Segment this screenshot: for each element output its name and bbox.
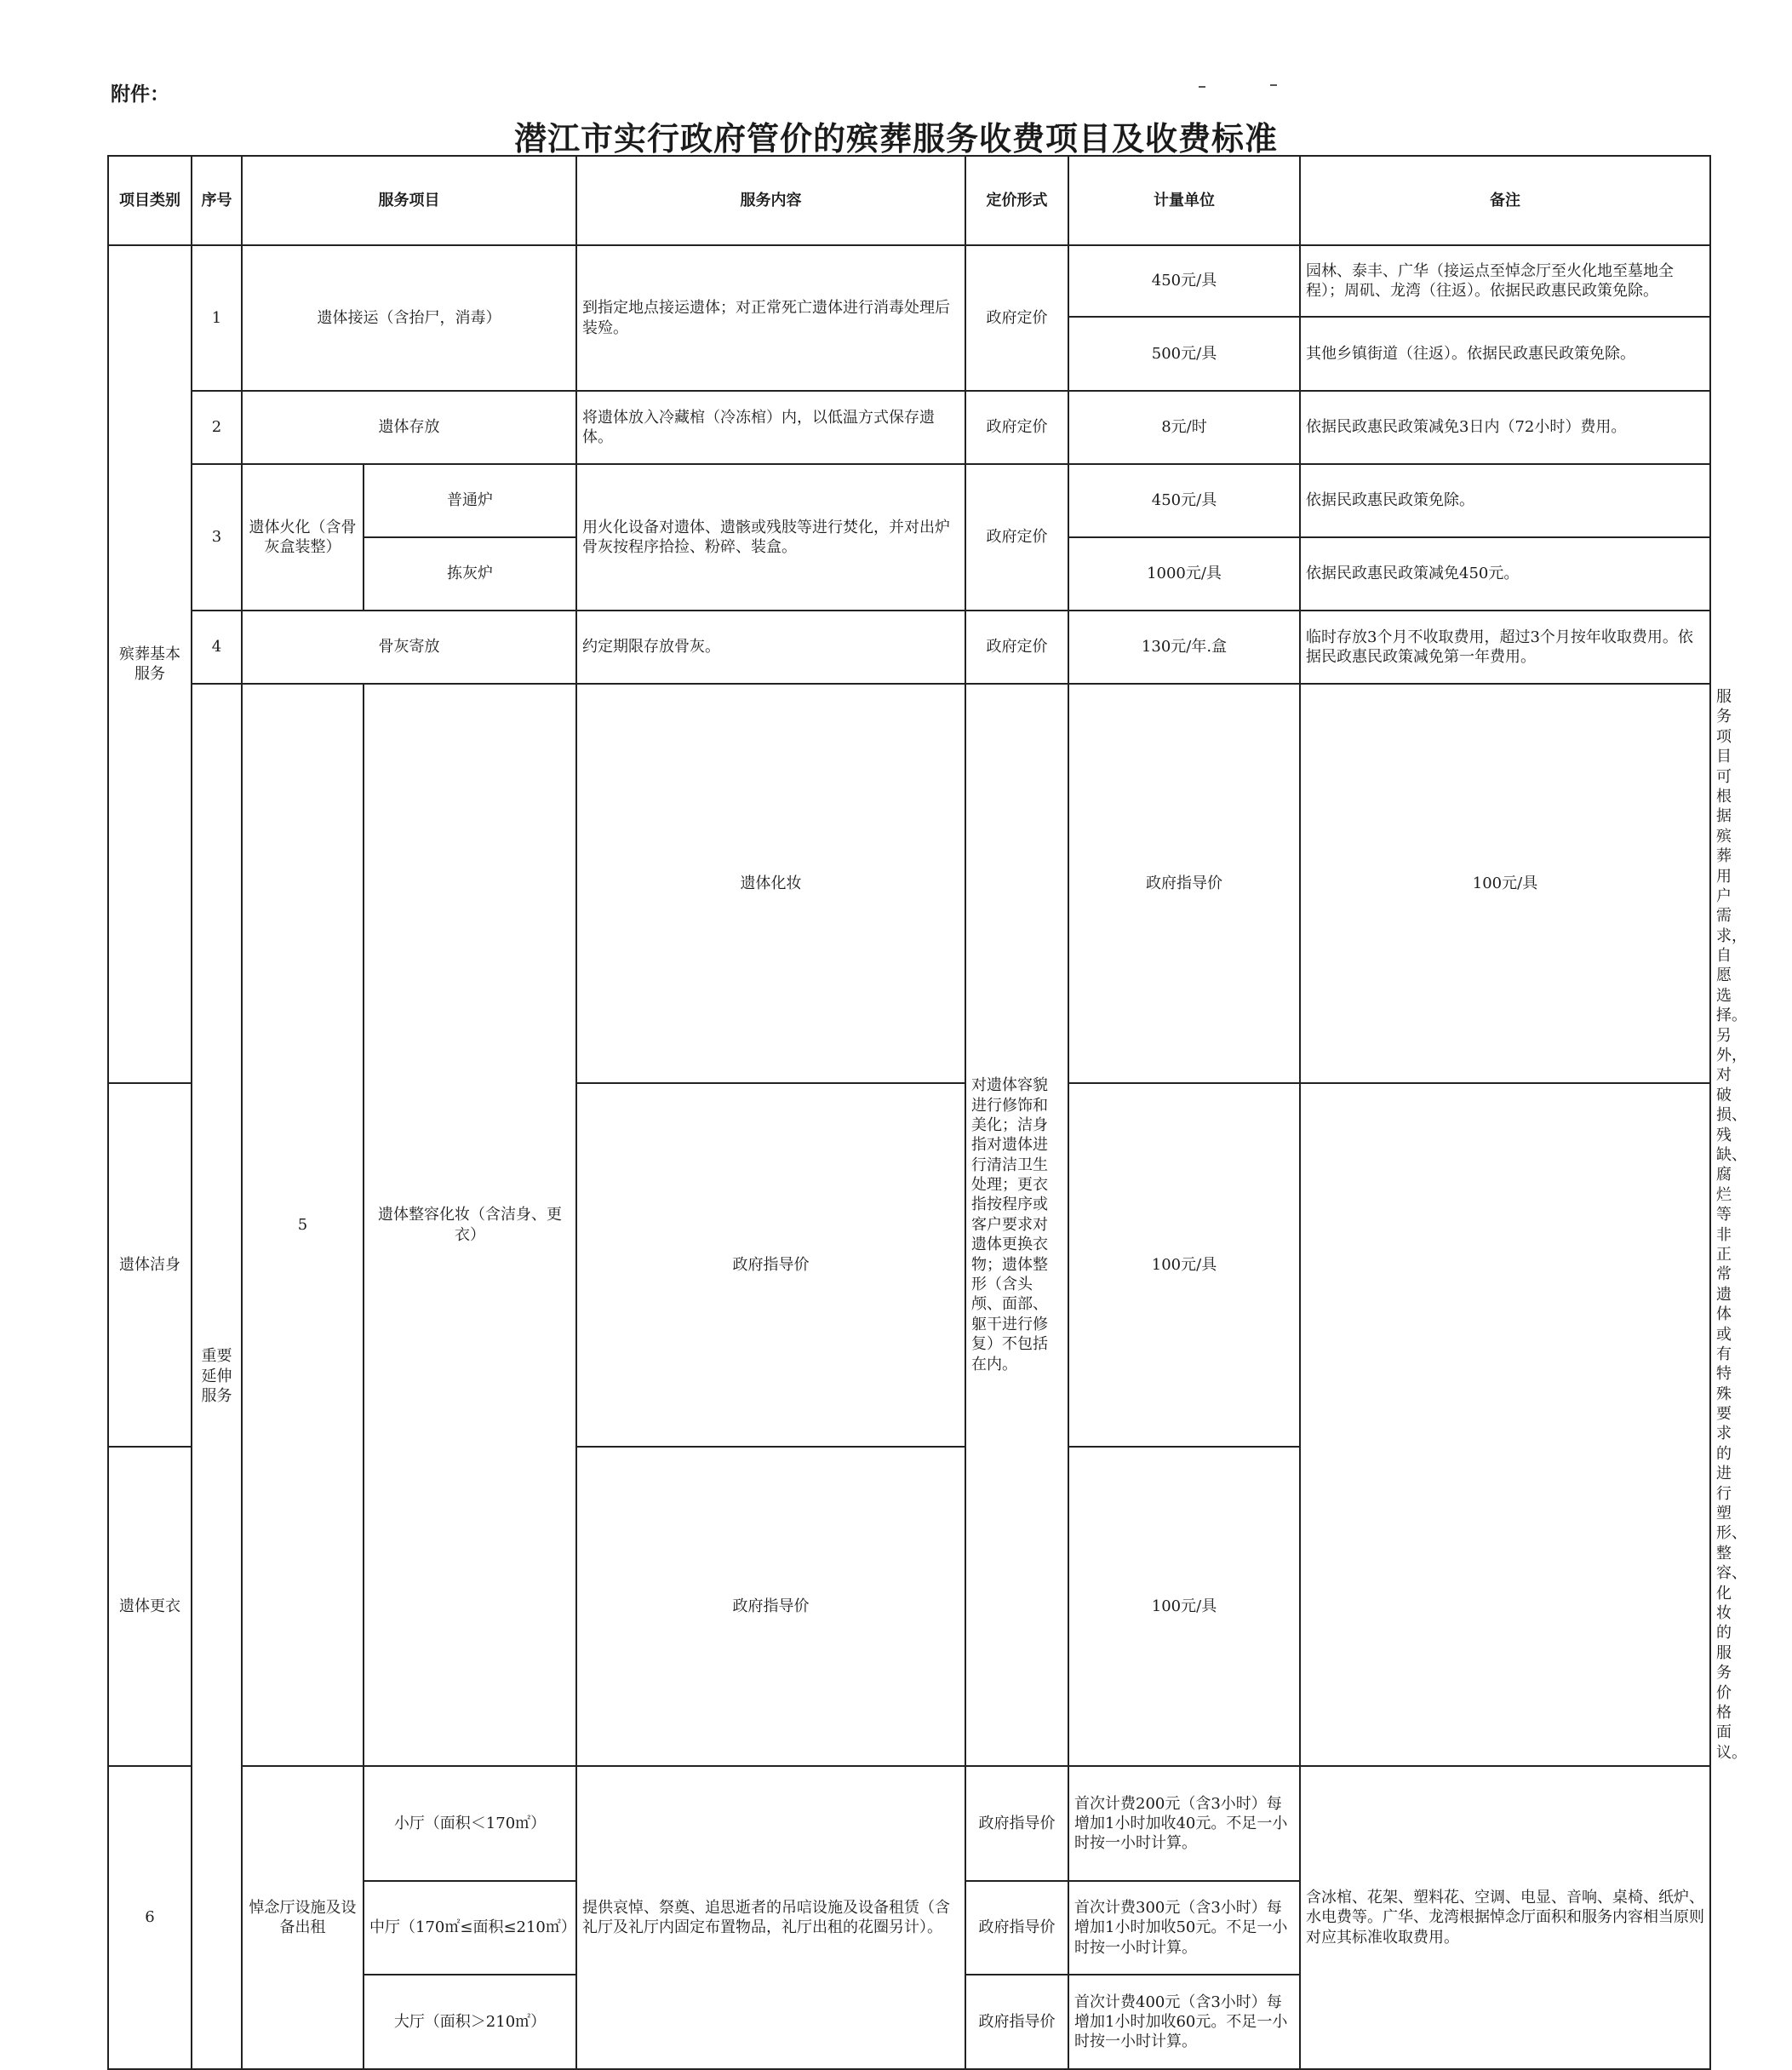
row-subitem: 普通炉 (364, 464, 576, 537)
category-basic: 殡葬基本服务 (108, 245, 192, 1083)
fee-table (107, 155, 1747, 2070)
row-remark: 其他乡镇街道（往返）。依据民政惠民政策免除。 (1300, 317, 1710, 391)
row-subitem: 拣灰炉 (364, 537, 576, 611)
row-remark: 含冰棺、花架、塑料花、空调、电显、音响、桌椅、纸炉、水电费等。广华、龙湾根据悼念厅面积和服务内容相当原则对应其标准收取费用。 (1300, 1766, 1710, 2069)
row-unit: 1000元/具 (1068, 537, 1300, 611)
table-row (108, 245, 1710, 317)
row-item: 遗体存放 (242, 391, 576, 464)
header-unit: 计量单位 (1068, 156, 1300, 245)
row-subitem: 遗体洁身 (108, 1083, 192, 1447)
header-pricing: 定价形式 (965, 156, 1068, 245)
row-unit: 首次计费400元（含3小时）每增加1小时加收60元。不足一小时按一小时计算。 (1068, 1975, 1300, 2069)
table-row (108, 611, 1710, 684)
row-pricing: 政府定价 (965, 464, 1068, 611)
category-extended: 重要延伸服务 (192, 684, 242, 2069)
header-category: 项目类别 (108, 156, 192, 245)
row-content: 对遗体容貌进行修饰和美化；洁身指对遗体进行清洁卫生处理；更衣指按程序或客户要求对遗体更换衣物；遗体整形（含头颅、面部、躯干进行修复）不包括在内。 (965, 684, 1068, 1766)
row-pricing: 政府定价 (965, 391, 1068, 464)
row-item: 骨灰寄放 (242, 611, 576, 684)
row-content: 到指定地点接运遗体；对正常死亡遗体进行消毒处理后装殓。 (576, 245, 965, 391)
row-item: 遗体整容化妆（含洁身、更衣） (364, 684, 576, 1766)
row-unit: 首次计费300元（含3小时）每增加1小时加收50元。不足一小时按一小时计算。 (1068, 1881, 1300, 1975)
row-remark: 园林、泰丰、广华（接运点至悼念厅至火化地至墓地全程）；周矶、龙湾（往返）。依据民政惠民政策免除。 (1300, 245, 1710, 317)
row-item: 遗体火化（含骨灰盒装整） (242, 464, 364, 611)
scan-speck (1270, 84, 1277, 86)
row-seq: 1 (192, 245, 242, 391)
table-row (108, 391, 1710, 464)
row-content: 提供哀悼、祭奠、追思逝者的吊唁设施及设备租赁（含礼厅及礼厅内固定布置物品，礼厅出租的花圈另计）。 (576, 1766, 965, 2069)
row-unit: 8元/时 (1068, 391, 1300, 464)
row-unit: 130元/年.盒 (1068, 611, 1300, 684)
row-remark: 依据民政惠民政策减免450元。 (1300, 537, 1710, 611)
row-pricing: 政府定价 (965, 611, 1068, 684)
table-row (108, 464, 1710, 537)
header-remark: 备注 (1300, 156, 1710, 245)
row-pricing: 政府指导价 (576, 1447, 965, 1766)
row-subitem: 大厅（面积＞210㎡） (364, 1975, 576, 2069)
row-pricing: 政府指导价 (965, 1766, 1068, 1881)
header-row (108, 156, 1710, 245)
row-seq: 2 (192, 391, 242, 464)
header-content: 服务内容 (576, 156, 965, 245)
row-unit: 100元/具 (1068, 1447, 1300, 1766)
row-content: 用火化设备对遗体、遗骸或残肢等进行焚化，并对出炉骨灰按程序拾捡、粉碎、装盒。 (576, 464, 965, 611)
row-subitem: 遗体化妆 (576, 684, 965, 1083)
row-remark: 依据民政惠民政策免除。 (1300, 464, 1710, 537)
row-pricing: 政府指导价 (576, 1083, 965, 1447)
document-title: 潜江市实行政府管价的殡葬服务收费项目及收费标准 (513, 119, 1278, 158)
row-unit: 首次计费200元（含3小时）每增加1小时加收40元。不足一小时按一小时计算。 (1068, 1766, 1300, 1881)
header-seq: 序号 (192, 156, 242, 245)
row-seq: 4 (192, 611, 242, 684)
row-pricing: 政府定价 (965, 245, 1068, 391)
table-row: 重要延伸服务 5 遗体整容化妆（含洁身、更衣） 遗体化妆 对遗体容貌进行修饰和美化；洁身指对遗体进行清洁卫生处理；更衣指按程序或客户要求对遗体更换衣物；遗体整形（含头颅、面部、躯干进行修复）不包括在内。 政府指导价 100元/具 服务项目可根据殡葬用户需求，自愿选择。另外，对破损、残缺、腐烂等非正常遗体或有特殊要求的进行塑形、整容、化妆的服务价格面议。 (108, 684, 1710, 1083)
attachment-label: 附件： (111, 83, 169, 106)
row-remark: 临时存放3个月不收取费用，超过3个月按年收取费用。依据民政惠民政策减免第一年费用。 (1300, 611, 1710, 684)
scan-speck (1199, 86, 1205, 88)
row-item: 遗体接运（含抬尸，消毒） (242, 245, 576, 391)
table-row (108, 1766, 1710, 1881)
row-subitem: 小厅（面积＜170㎡） (364, 1766, 576, 1881)
row-seq: 3 (192, 464, 242, 611)
row-unit: 500元/具 (1068, 317, 1300, 391)
row-content: 将遗体放入冷藏棺（冷冻棺）内，以低温方式保存遗体。 (576, 391, 965, 464)
row-unit: 450元/具 (1068, 245, 1300, 317)
row-seq: 6 (108, 1766, 192, 2069)
row-pricing: 政府指导价 (965, 1975, 1068, 2069)
row-unit: 450元/具 (1068, 464, 1300, 537)
row-item: 悼念厅设施及设备出租 (242, 1766, 364, 2069)
row-pricing: 政府指导价 (965, 1881, 1068, 1975)
header-item: 服务项目 (242, 156, 576, 245)
row-content: 约定期限存放骨灰。 (576, 611, 965, 684)
row-unit: 100元/具 (1068, 1083, 1300, 1447)
row-pricing: 政府指导价 (1068, 684, 1300, 1083)
row-subitem: 遗体更衣 (108, 1447, 192, 1766)
row-seq: 5 (242, 684, 364, 1766)
row-remark: 依据民政惠民政策减免3日内（72小时）费用。 (1300, 391, 1710, 464)
row-subitem: 中厅（170㎡≤面积≤210㎡） (364, 1881, 576, 1975)
row-unit: 100元/具 (1300, 684, 1710, 1083)
